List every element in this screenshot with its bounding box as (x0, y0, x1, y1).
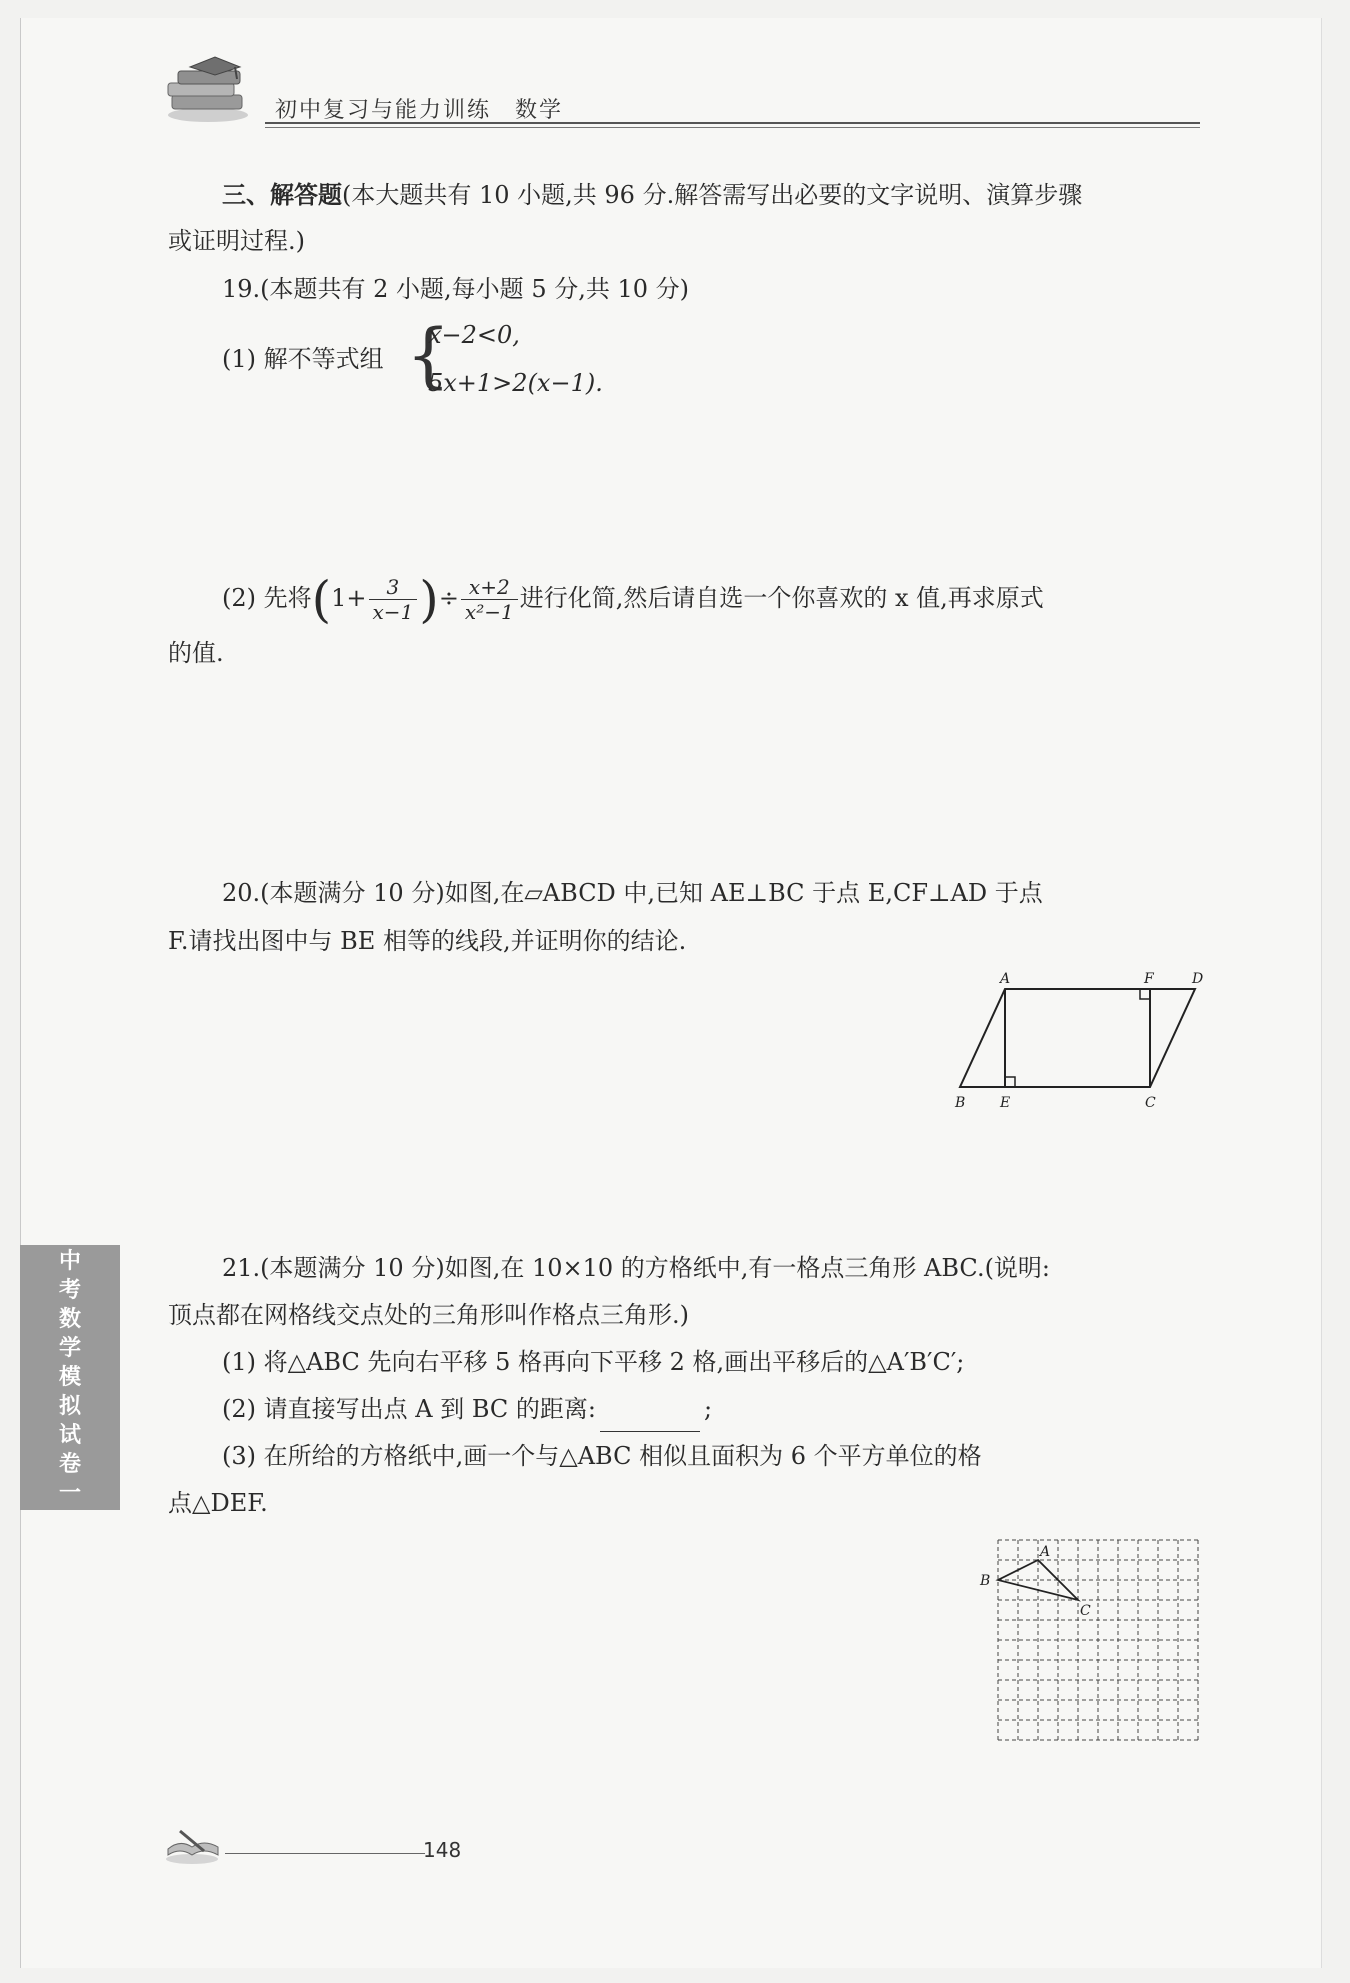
q19-part2-cont: 的值. (168, 639, 224, 667)
answer-blank (600, 1401, 700, 1432)
q21-part3-cont: 点△DEF. (168, 1489, 268, 1517)
q19-inequality-2: 5x+1>2(x−1). (428, 369, 603, 397)
right-angle-e (1005, 1077, 1015, 1087)
fraction-1-denominator: x−1 (372, 600, 414, 624)
stacked-books-icon (160, 55, 255, 125)
section-title: 三、解答题 (222, 180, 342, 209)
side-tab-char: 卷 (58, 1452, 81, 1477)
q20-statement-cont: F.请找出图中与 BE 相等的线段,并证明你的结论. (168, 927, 687, 955)
side-tab-char: 数 (58, 1307, 81, 1332)
division-sign: ÷ (438, 584, 459, 612)
parallelogram-abcd (960, 989, 1195, 1087)
header-divider (265, 122, 1200, 124)
label-b: B (980, 1573, 991, 1589)
q20-statement: 20.(本题满分 10 分)如图,在▱ABCD 中,已知 AE⊥BC 于点 E,CF⊥AD 于点 (222, 879, 1043, 907)
system-brace: { (406, 314, 451, 396)
label-c: C (1080, 1603, 1091, 1619)
q21-part2-prefix: (2) 请直接写出点 A 到 BC 的距离: (222, 1395, 597, 1423)
q19-part1-label: (1) 解不等式组 (222, 345, 384, 373)
right-angle-f (1140, 989, 1150, 999)
side-tab (20, 1245, 120, 1510)
q21-part2-suffix: ; (704, 1395, 713, 1423)
fraction-1-numerator: 3 (369, 575, 418, 600)
q21-statement-cont: 顶点都在网格线交点处的三角形叫作格点三角形.) (168, 1301, 689, 1329)
grid-figure (975, 1525, 1210, 1755)
q19-part2-prefix: (2) 先将 (222, 584, 312, 612)
q19-part2: (2) 先将(1+ $\frac{3}{x-1}$ )÷ $\frac{x+2}{\text{x²−1}}$ 进行化简,然后请自选一个你喜欢的 x 值,再求原式 (222, 570, 1044, 629)
side-tab-char: 中 (58, 1249, 81, 1274)
triangle-abc (998, 1560, 1078, 1600)
label-b: B (955, 1095, 966, 1111)
q21-statement: 21.(本题满分 10 分)如图,在 10×10 的方格纸中,有一格点三角形 ABC.(说明: (222, 1254, 1051, 1282)
side-tab-char: 试 (58, 1423, 81, 1448)
q21-part1: (1) 将△ABC 先向右平移 5 格再向下平移 2 格,画出平移后的△A′B′C′; (222, 1348, 965, 1376)
fraction-2 (461, 575, 518, 624)
side-tab-char: 拟 (58, 1394, 81, 1419)
footer-rule (225, 1853, 425, 1854)
q19-one-plus: 1+ (331, 584, 367, 612)
q19-header: 19.(本题共有 2 小题,每小题 5 分,共 10 分) (222, 275, 690, 303)
header-title: 初中复习与能力训练 数学 (275, 98, 564, 123)
side-tab-char: 一 (58, 1481, 81, 1506)
header-divider-thin (265, 127, 1200, 128)
label-c: C (1145, 1095, 1156, 1111)
section-heading (222, 172, 1082, 218)
grid-lines (998, 1540, 1198, 1740)
side-tab-char: 学 (58, 1336, 81, 1361)
label-f: F (1144, 971, 1154, 987)
section-description: (本大题共有 10 小题,共 96 分.解答需写出必要的文字说明、演算步骤 (342, 181, 1083, 209)
label-e: E (1000, 1095, 1011, 1111)
fraction-2-denominator: x²−1 (464, 600, 514, 624)
q21-part3: (3) 在所给的方格纸中,画一个与△ABC 相似且面积为 6 个平方单位的格 (222, 1442, 982, 1470)
label-a: A (1000, 971, 1011, 987)
side-tab-char: 考 (58, 1278, 81, 1303)
q19-inequality-1: x−2<0, (428, 321, 520, 349)
fraction-2-numerator: x+2 (461, 575, 518, 600)
label-d: D (1192, 971, 1204, 987)
q21-part2 (222, 1386, 712, 1432)
parallelogram-figure (950, 965, 1210, 1115)
q19-part2-suffix: 进行化简,然后请自选一个你喜欢的 x 值,再求原式 (519, 584, 1044, 612)
label-a: A (1040, 1544, 1051, 1560)
section-description-cont: 或证明过程.) (168, 227, 305, 255)
fraction-1 (369, 575, 418, 624)
book-pen-icon (160, 1825, 225, 1867)
side-tab-char: 模 (58, 1365, 81, 1390)
page-number: 148 (423, 1838, 462, 1862)
